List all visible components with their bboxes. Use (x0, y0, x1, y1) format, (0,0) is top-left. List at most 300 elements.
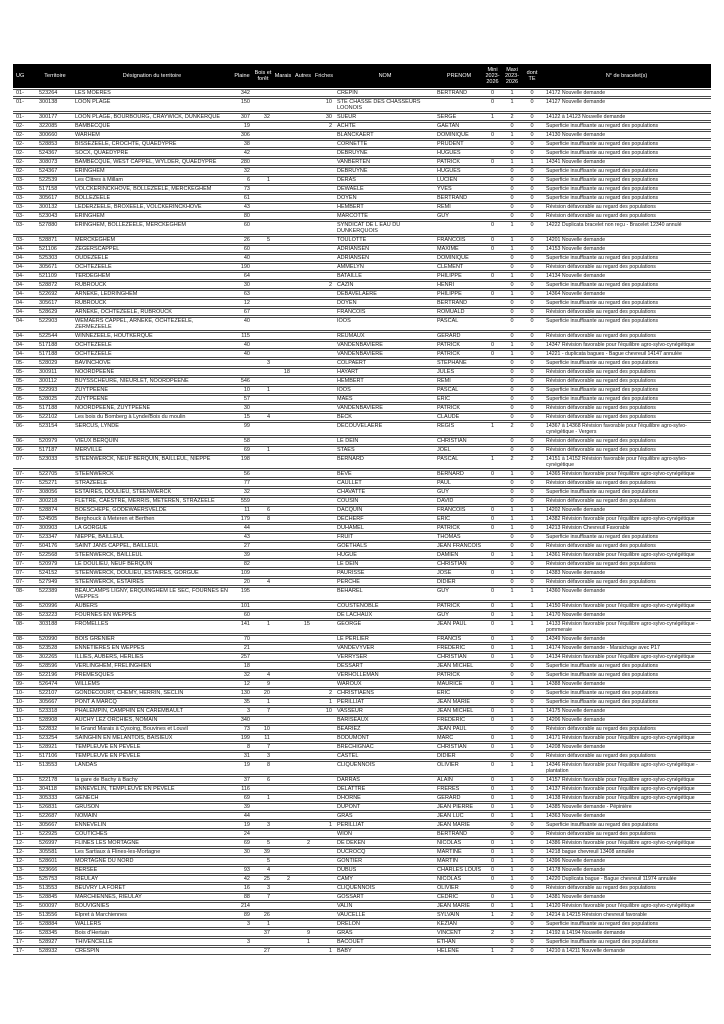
cell-numero_de_bracelets: 14170 Nouvelle demande (542, 611, 711, 619)
cell-designation: MORTAGNE DU NORD (73, 857, 231, 865)
cell-marais (273, 281, 293, 289)
cell-ug: 02- (13, 140, 37, 148)
cell-prenom: ERIC (435, 515, 483, 523)
cell-territoire: 523033 (37, 455, 73, 469)
cell-dont_te: 0 (522, 920, 542, 928)
cell-mini_2023_2026: 0 (483, 611, 502, 619)
cell-nom: DEBRUYNE (335, 167, 435, 175)
cell-dont_te: 0 (522, 884, 542, 892)
table-row (13, 911, 711, 919)
cell-ug: 01- (13, 89, 37, 97)
cell-mini_2023_2026 (483, 488, 502, 496)
cell-nom: CLIQUENNOIS (335, 884, 435, 892)
cell-maxi_2023_2026: 1 (502, 236, 522, 244)
cell-autres (293, 212, 313, 220)
cell-dont_te: 0 (522, 203, 542, 211)
cell-friches (313, 569, 335, 577)
cell-ug: 02- (13, 131, 37, 139)
cell-dont_te: 0 (522, 893, 542, 901)
cell-designation: GRUSON (73, 803, 231, 811)
cell-territoire: 528932 (37, 947, 73, 955)
cell-marais (273, 455, 293, 469)
cell-mini_2023_2026: 0 (483, 857, 502, 865)
cell-autres (293, 377, 313, 385)
cell-maxi_2023_2026: 1 (502, 290, 522, 298)
cell-bois_et_foret (253, 569, 273, 577)
cell-plaine: 42 (231, 149, 253, 157)
cell-marais (273, 422, 293, 436)
cell-autres (293, 698, 313, 706)
cell-prenom: PATRICK (435, 671, 483, 679)
cell-maxi_2023_2026: 0 (502, 830, 522, 838)
cell-numero_de_bracelets: 14365 Révision favorable pour l'équilibre agro-sylvo-cynégétique (542, 470, 711, 478)
cell-nom: DE DEKEN (335, 839, 435, 847)
cell-territoire: 525271 (37, 479, 73, 487)
cell-marais (273, 377, 293, 385)
cell-friches (313, 437, 335, 445)
cell-dont_te: 0 (522, 368, 542, 376)
cell-ug: 10- (13, 689, 37, 697)
cell-bois_et_foret (253, 350, 273, 358)
cell-ug: 04- (13, 341, 37, 349)
cell-ug: 08- (13, 602, 37, 610)
cell-marais (273, 272, 293, 280)
cell-numero_de_bracelets: Révision défavorable au regard des populations (542, 446, 711, 454)
cell-prenom: VINCENT (435, 929, 483, 937)
cell-friches (313, 866, 335, 874)
cell-marais (273, 602, 293, 610)
cell-numero_de_bracelets: Superficie insuffisante au regard des populations (542, 317, 711, 331)
cell-territoire: 523264 (37, 89, 73, 97)
cell-bois_et_foret: 1 (253, 620, 273, 634)
cell-mini_2023_2026 (483, 308, 502, 316)
cell-autres (293, 830, 313, 838)
cell-territoire: 300218 (37, 497, 73, 505)
cell-bois_et_foret (253, 341, 273, 349)
cell-nom: CREPIN (335, 89, 435, 97)
cell-marais (273, 611, 293, 619)
cell-mini_2023_2026 (483, 497, 502, 505)
table-row (13, 653, 711, 661)
cell-numero_de_bracelets: 14360 Nouvelle demande (542, 587, 711, 601)
cell-designation: ERINGHEM (73, 212, 231, 220)
cell-maxi_2023_2026: 1 (502, 620, 522, 634)
cell-friches (313, 848, 335, 856)
cell-prenom: NICOLAS (435, 875, 483, 883)
table-row (13, 167, 711, 175)
cell-designation: RUBROUCK (73, 281, 231, 289)
cell-maxi_2023_2026: 1 (502, 902, 522, 910)
cell-territoire: 300138 (37, 98, 73, 112)
cell-plaine: 198 (231, 455, 253, 469)
header-prenom: PRENOM (435, 64, 483, 88)
cell-prenom: PATRICK (435, 350, 483, 358)
cell-nom: DE LACHAUX (335, 611, 435, 619)
cell-numero_de_bracelets: Superficie insuffisante au regard des populations (542, 938, 711, 946)
cell-territoire: 528884 (37, 920, 73, 928)
cell-friches (313, 533, 335, 541)
cell-ug: 07- (13, 542, 37, 550)
cell-mini_2023_2026: 0 (483, 680, 502, 688)
cell-autres (293, 689, 313, 697)
cell-plaine (231, 359, 253, 367)
attribution-table (13, 63, 711, 956)
cell-autres (293, 560, 313, 568)
cell-designation: ARNEKE, LEDRINGHEM (73, 290, 231, 298)
cell-prenom: JEAN MARIE (435, 821, 483, 829)
cell-prenom: CHRISTIAN (435, 653, 483, 661)
cell-friches (313, 830, 335, 838)
cell-ug: 07- (13, 455, 37, 469)
cell-plaine: 199 (231, 734, 253, 742)
cell-bois_et_foret: 26 (253, 911, 273, 919)
cell-plaine: 26 (231, 236, 253, 244)
cell-mini_2023_2026: 0 (483, 221, 502, 235)
cell-prenom: PATRICK (435, 158, 483, 166)
cell-territoire: 522178 (37, 776, 73, 784)
cell-ug: 17- (13, 938, 37, 946)
cell-designation: LEDERZEELE, BROXEELE, VOLCKERINCKHOVE (73, 203, 231, 211)
cell-plaine: 35 (231, 698, 253, 706)
cell-bois_et_foret (253, 542, 273, 550)
cell-designation: NIEPPE, BAILLEUL (73, 533, 231, 541)
cell-plaine: 67 (231, 308, 253, 316)
cell-territoire: 520990 (37, 635, 73, 643)
cell-autres (293, 245, 313, 253)
cell-prenom: ERIC (435, 689, 483, 697)
cell-autres (293, 308, 313, 316)
cell-marais (273, 680, 293, 688)
cell-maxi_2023_2026: 0 (502, 359, 522, 367)
cell-bois_et_foret (253, 902, 273, 910)
cell-maxi_2023_2026: 0 (502, 560, 522, 568)
cell-ug: 03- (13, 194, 37, 202)
cell-bois_et_foret: 4 (253, 671, 273, 679)
cell-numero_de_bracelets: Superficie insuffisante au regard des populations (542, 671, 711, 679)
cell-maxi_2023_2026: 1 (502, 98, 522, 112)
cell-autres (293, 611, 313, 619)
cell-autres (293, 743, 313, 751)
cell-prenom: FRERES (435, 785, 483, 793)
cell-prenom: PATRICK (435, 404, 483, 412)
cell-ug: 15- (13, 875, 37, 883)
header-plaine: Plaine (231, 64, 253, 88)
cell-prenom: HENRI (435, 281, 483, 289)
cell-autres (293, 947, 313, 955)
cell-friches (313, 203, 335, 211)
cell-mini_2023_2026: 0 (483, 743, 502, 751)
cell-dont_te: 0 (522, 176, 542, 184)
cell-ug: 07- (13, 578, 37, 586)
cell-autres (293, 734, 313, 742)
table-row (13, 875, 711, 883)
cell-maxi_2023_2026: 0 (502, 281, 522, 289)
cell-territoire: 523254 (37, 734, 73, 742)
cell-autres (293, 281, 313, 289)
cell-marais (273, 716, 293, 724)
table-row (13, 254, 711, 262)
cell-designation: SOCX, QUAEDYPRE (73, 149, 231, 157)
cell-mini_2023_2026 (483, 194, 502, 202)
cell-mini_2023_2026: 0 (483, 89, 502, 97)
cell-numero_de_bracelets: Révision défavorable au regard des populations (542, 368, 711, 376)
cell-prenom: PHILIPPE (435, 290, 483, 298)
cell-territoire: 520979 (37, 437, 73, 445)
cell-dont_te: 2 (522, 455, 542, 469)
cell-friches (313, 893, 335, 901)
cell-designation: MERCKEGHEM (73, 236, 231, 244)
cell-marais (273, 812, 293, 820)
cell-friches: 1 (313, 947, 335, 955)
table-row (13, 515, 711, 523)
cell-designation: WALLERS (73, 920, 231, 928)
cell-dont_te: 0 (522, 131, 542, 139)
cell-marais (273, 821, 293, 829)
cell-nom: CAULLET (335, 479, 435, 487)
table-row (13, 350, 711, 358)
cell-maxi_2023_2026: 0 (502, 368, 522, 376)
cell-mini_2023_2026 (483, 725, 502, 733)
cell-mini_2023_2026 (483, 395, 502, 403)
cell-prenom: PATRICK (435, 524, 483, 532)
cell-prenom: PRUDENT (435, 140, 483, 148)
cell-autres (293, 350, 313, 358)
cell-mini_2023_2026 (483, 404, 502, 412)
cell-bois_et_foret (253, 437, 273, 445)
cell-numero_de_bracelets: 14214 à 14215 Révision chevreuil favorable (542, 911, 711, 919)
cell-friches (313, 725, 335, 733)
cell-autres (293, 404, 313, 412)
cell-prenom: NICOLAS (435, 839, 483, 847)
cell-nom: CHAVATTE (335, 488, 435, 496)
cell-friches (313, 542, 335, 550)
cell-autres (293, 236, 313, 244)
cell-mini_2023_2026: 0 (483, 902, 502, 910)
cell-numero_de_bracelets: 14347 Révision favorable pour l'équilibre agro-sylvo-cynégétique (542, 341, 711, 349)
cell-ug: 06- (13, 437, 37, 445)
cell-friches (313, 680, 335, 688)
cell-autres (293, 671, 313, 679)
cell-plaine: 32 (231, 671, 253, 679)
cell-designation: GONDECOURT, CHEMY, HERRIN, SECLIN (73, 689, 231, 697)
cell-nom: BRECHIGNAC (335, 743, 435, 751)
cell-maxi_2023_2026: 0 (502, 377, 522, 385)
cell-mini_2023_2026: 0 (483, 350, 502, 358)
cell-nom: GONTIER (335, 857, 435, 865)
cell-dont_te: 0 (522, 299, 542, 307)
cell-designation: Les bois du Bomberg à Lynde/Bois du moulin (73, 413, 231, 421)
cell-territoire: 522544 (37, 332, 73, 340)
cell-ug: 05- (13, 404, 37, 412)
cell-territoire: 304118 (37, 785, 73, 793)
cell-plaine: 150 (231, 98, 253, 112)
cell-marais (273, 470, 293, 478)
table-row (13, 857, 711, 865)
cell-autres: 15 (293, 620, 313, 634)
cell-bois_et_foret (253, 587, 273, 601)
cell-designation: FLINES LES MORTAGNE (73, 839, 231, 847)
cell-mini_2023_2026: 0 (483, 236, 502, 244)
cell-territoire: 300112 (37, 377, 73, 385)
cell-maxi_2023_2026: 0 (502, 395, 522, 403)
cell-friches (313, 857, 335, 865)
cell-bois_et_foret: 3 (253, 752, 273, 760)
cell-numero_de_bracelets: Révision défavorable au regard des populations (542, 542, 711, 550)
cell-autres (293, 122, 313, 130)
cell-marais (273, 488, 293, 496)
cell-dont_te: 0 (522, 272, 542, 280)
cell-bois_et_foret (253, 611, 273, 619)
cell-nom: DUPONT (335, 803, 435, 811)
cell-numero_de_bracelets: 14127 Nouvelle demande (542, 98, 711, 112)
cell-ug: 12- (13, 857, 37, 865)
cell-friches (313, 140, 335, 148)
cell-dont_te: 0 (522, 404, 542, 412)
cell-dont_te: 0 (522, 359, 542, 367)
cell-mini_2023_2026 (483, 254, 502, 262)
cell-bois_et_foret (253, 368, 273, 376)
cell-designation: BEAUCAMPS LIGNY, ERQUINGHEM LE SEC, FOURNES EN WEPPES (73, 587, 231, 601)
cell-autres (293, 680, 313, 688)
cell-autres (293, 662, 313, 670)
cell-marais (273, 707, 293, 715)
cell-bois_et_foret (253, 212, 273, 220)
cell-plaine: 40 (231, 317, 253, 331)
cell-prenom: ALAIN (435, 776, 483, 784)
cell-autres (293, 602, 313, 610)
cell-mini_2023_2026: 0 (483, 245, 502, 253)
cell-mini_2023_2026 (483, 560, 502, 568)
cell-mini_2023_2026 (483, 176, 502, 184)
cell-designation: TERDEGHEM (73, 272, 231, 280)
cell-maxi_2023_2026: 1 (502, 794, 522, 802)
cell-mini_2023_2026: 0 (483, 866, 502, 874)
cell-plaine: 141 (231, 620, 253, 634)
cell-bois_et_foret (253, 158, 273, 166)
cell-nom: DECOUVELAERE (335, 422, 435, 436)
cell-territoire: 302265 (37, 653, 73, 661)
cell-maxi_2023_2026: 1 (502, 341, 522, 349)
cell-plaine: 39 (231, 803, 253, 811)
table-row (13, 131, 711, 139)
cell-numero_de_bracelets: Superficie insuffisante au regard des populations (542, 149, 711, 157)
cell-marais (273, 578, 293, 586)
cell-bois_et_foret: 8 (253, 515, 273, 523)
cell-ug: 01- (13, 113, 37, 121)
cell-mini_2023_2026 (483, 884, 502, 892)
table-row (13, 194, 711, 202)
cell-prenom: JOSE (435, 569, 483, 577)
cell-territoire: 527880 (37, 221, 73, 235)
cell-nom: BEARIEZ (335, 725, 435, 733)
cell-nom: DACQUIN (335, 506, 435, 514)
cell-mini_2023_2026: 0 (483, 761, 502, 775)
cell-designation: Les Sartiaux à Flines-les-Mortagne (73, 848, 231, 856)
cell-marais (273, 176, 293, 184)
cell-friches (313, 785, 335, 793)
cell-mini_2023_2026 (483, 437, 502, 445)
cell-numero_de_bracelets: Révision défavorable au regard des populations (542, 884, 711, 892)
cell-territoire: 526831 (37, 803, 73, 811)
cell-mini_2023_2026: 0 (483, 551, 502, 559)
cell-territoire: 521106 (37, 245, 73, 253)
cell-mini_2023_2026: 0 (483, 98, 502, 112)
cell-dont_te: 1 (522, 902, 542, 910)
table-row (13, 803, 711, 811)
cell-designation: ZUYTPEENE (73, 395, 231, 403)
cell-dont_te: 0 (522, 341, 542, 349)
cell-dont_te: 0 (522, 395, 542, 403)
cell-territoire: 305617 (37, 194, 73, 202)
cell-territoire: 305581 (37, 848, 73, 856)
cell-designation: ERINGHEM (73, 167, 231, 175)
cell-dont_te: 0 (522, 263, 542, 271)
cell-territoire: 523347 (37, 533, 73, 541)
cell-nom: GEORGE (335, 620, 435, 634)
cell-nom: DUHAMEL (335, 524, 435, 532)
cell-numero_de_bracelets: 14192 à 14194 Nouvelle demande (542, 929, 711, 937)
cell-plaine: 18 (231, 662, 253, 670)
cell-marais (273, 497, 293, 505)
cell-numero_de_bracelets: 14221 - duplicata bagues - Bague chevreuil 14147 annulée (542, 350, 711, 358)
cell-prenom: JEAN PAUL (435, 725, 483, 733)
cell-plaine: 39 (231, 551, 253, 559)
cell-numero_de_bracelets: 14171 Révision favorable pour l'équilibre agro-sylvo-cynégétique (542, 734, 711, 742)
cell-dont_te: 0 (522, 470, 542, 478)
cell-plaine: 61 (231, 194, 253, 202)
cell-autres (293, 866, 313, 874)
cell-nom: HEMBERT (335, 203, 435, 211)
cell-maxi_2023_2026: 0 (502, 194, 522, 202)
cell-designation: BAVINCHOVE (73, 359, 231, 367)
cell-nom: PAURISSE (335, 569, 435, 577)
cell-maxi_2023_2026: 0 (502, 533, 522, 541)
cell-designation: le Grand Marais à Cysoing, Bouvines et Louvil (73, 725, 231, 733)
cell-numero_de_bracelets: Superficie insuffisante au regard des populations (542, 176, 711, 184)
cell-numero_de_bracelets: Révision défavorable au regard des populations (542, 437, 711, 445)
cell-mini_2023_2026: 0 (483, 839, 502, 847)
cell-prenom: FRANCIS (435, 635, 483, 643)
cell-territoire: 525753 (37, 875, 73, 883)
cell-marais (273, 803, 293, 811)
cell-maxi_2023_2026: 1 (502, 569, 522, 577)
table-row (13, 236, 711, 244)
cell-dont_te: 0 (522, 938, 542, 946)
cell-plaine: 69 (231, 839, 253, 847)
cell-ug: 07- (13, 488, 37, 496)
cell-mini_2023_2026: 1 (483, 422, 502, 436)
cell-dont_te: 0 (522, 98, 542, 112)
cell-friches (313, 236, 335, 244)
table-row (13, 848, 711, 856)
cell-bois_et_foret: 3 (253, 884, 273, 892)
cell-maxi_2023_2026: 1 (502, 89, 522, 97)
cell-bois_et_foret: 25 (253, 875, 273, 883)
cell-territoire: 525303 (37, 254, 73, 262)
cell-bois_et_foret (253, 281, 273, 289)
cell-marais (273, 938, 293, 946)
cell-ug: 08- (13, 635, 37, 643)
cell-maxi_2023_2026: 0 (502, 404, 522, 412)
cell-marais (273, 902, 293, 910)
cell-friches: 2 (313, 689, 335, 697)
cell-ug: 09- (13, 671, 37, 679)
cell-nom: VAUCELLE (335, 911, 435, 919)
cell-numero_de_bracelets: 14383 Nouvelle demande (542, 569, 711, 577)
cell-mini_2023_2026 (483, 377, 502, 385)
cell-dont_te: 0 (522, 221, 542, 235)
cell-designation: OCHTEZEELE (73, 263, 231, 271)
